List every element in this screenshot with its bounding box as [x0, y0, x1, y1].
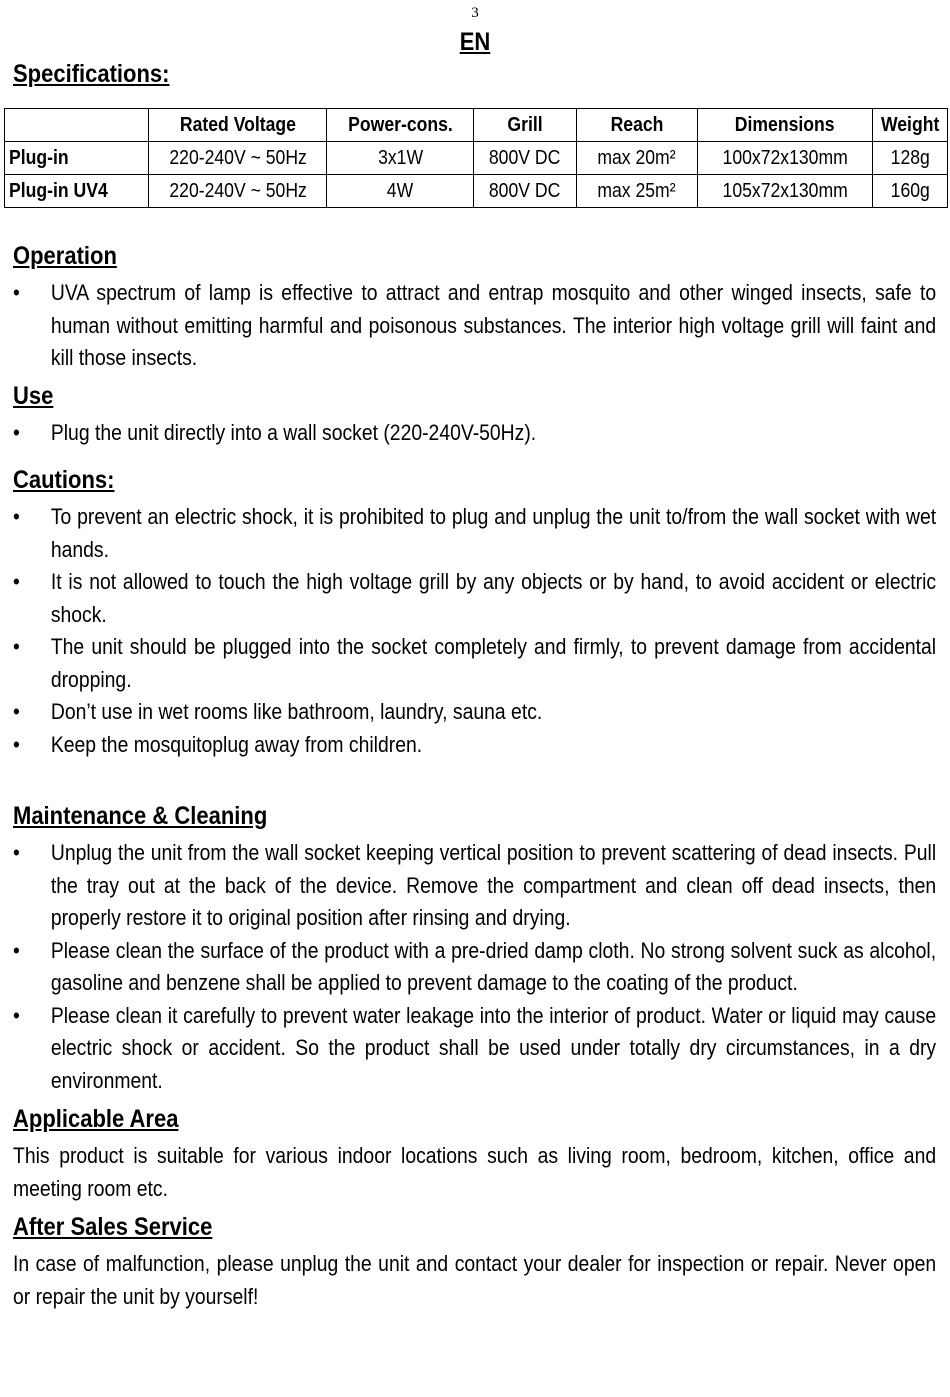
table-header-cell: Grill — [474, 109, 577, 142]
specifications-table — [4, 108, 948, 208]
table-cell: 800V DC — [474, 142, 577, 175]
use-heading: Use — [13, 382, 54, 410]
table-cell: max 20m² — [576, 142, 697, 175]
table-header-row — [5, 109, 948, 142]
table-cell: 105x72x130mm — [698, 175, 873, 208]
after-sales-section — [13, 1248, 936, 1313]
list-item: • Keep the mosquitoplug away from children. — [13, 729, 936, 762]
table-row — [5, 142, 948, 175]
cautions-heading: Cautions: — [13, 466, 115, 494]
table-header-cell: Rated Voltage — [149, 109, 327, 142]
list-item: • To prevent an electric shock, it is prohibited to plug and unplug the unit to/from the wall socket with wet hands. — [13, 501, 936, 566]
table-cell: Plug-in UV4 — [5, 175, 149, 208]
specifications-heading: Specifications: — [13, 60, 170, 88]
table-cell: 220-240V ~ 50Hz — [149, 175, 327, 208]
language-code: EN — [459, 28, 491, 56]
list-item: • It is not allowed to touch the high voltage grill by any objects or by hand, to avoid accident or electric shock. — [13, 566, 936, 631]
operation-section — [13, 277, 936, 375]
table-header-cell: Dimensions — [698, 109, 873, 142]
list-item: • Please clean the surface of the product with a pre-dried damp cloth. No strong solvent suck as alcohol, gasoline and benzene shall be applied to prevent damage to the coating of the product. — [13, 935, 936, 1000]
table-cell: 100x72x130mm — [698, 142, 873, 175]
table-cell: Plug-in — [5, 142, 149, 175]
operation-heading: Operation — [13, 242, 117, 270]
list-item: • The unit should be plugged into the socket completely and firmly, to prevent damage from accidental dropping. — [13, 631, 936, 696]
list-item: • Please clean it carefully to prevent water leakage into the interior of product. Water or liquid may cause electric shock or accident. So the product shall be used under totally dry circumstances, in a dry environment. — [13, 1000, 936, 1098]
table-header-cell: Power-cons. — [327, 109, 474, 142]
table-cell: 4W — [327, 175, 474, 208]
cautions-section — [13, 501, 936, 761]
applicable-area-section — [13, 1140, 936, 1205]
applicable-area-heading: Applicable Area — [13, 1105, 179, 1133]
table-header-cell — [5, 109, 149, 142]
table-cell: 128g — [872, 142, 947, 175]
list-item: • Unplug the unit from the wall socket keeping vertical position to prevent scattering of dead insects. Pull the tray out at the back of the device. Remove the compartment and clean off dead insects, then properly restore it to original position after rinsing and drying. — [13, 837, 936, 935]
table-row — [5, 175, 948, 208]
maintenance-heading: Maintenance & Cleaning — [13, 802, 268, 830]
table-header-cell: Reach — [576, 109, 697, 142]
table-cell: max 25m² — [576, 175, 697, 208]
after-sales-heading: After Sales Service — [13, 1213, 213, 1241]
table-cell: 800V DC — [474, 175, 577, 208]
after-sales-text: In case of malfunction, please unplug the unit and contact your dealer for inspection or repair. Never open or repair the unit by yourself! — [13, 1251, 937, 1309]
table-cell: 160g — [872, 175, 947, 208]
list-item: • Plug the unit directly into a wall socket (220-240V-50Hz). — [13, 417, 936, 450]
applicable-area-text: This product is suitable for various indoor locations such as living room, bedroom, kitchen, office and meeting room etc. — [13, 1143, 937, 1201]
list-item: • Don’t use in wet rooms like bathroom, laundry, sauna etc. — [13, 696, 936, 729]
maintenance-section — [13, 837, 936, 1097]
list-item: • UVA spectrum of lamp is effective to attract and entrap mosquito and other winged insects, safe to human without emitting harmful and poisonous substances. The interior high voltage grill will faint and kill those insects. — [13, 277, 936, 375]
use-section — [13, 417, 936, 450]
table-cell: 3x1W — [327, 142, 474, 175]
page-number: 3 — [471, 5, 479, 21]
table-header-cell: Weight — [872, 109, 947, 142]
table-cell: 220-240V ~ 50Hz — [149, 142, 327, 175]
